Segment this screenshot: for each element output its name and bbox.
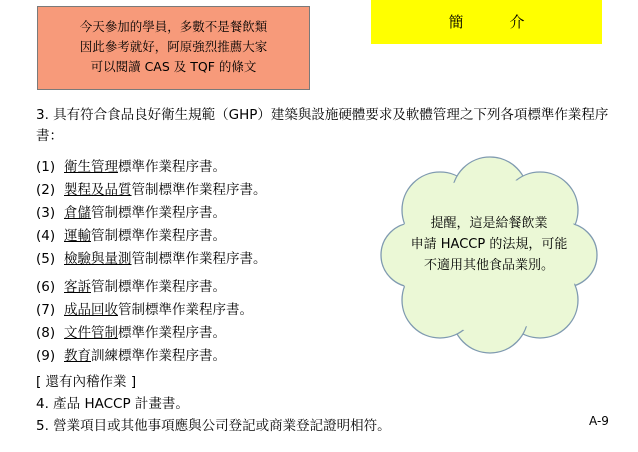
cloud-line-1: 提醒，這是給餐飲業 [430,216,548,231]
item-number: (3) [36,205,56,221]
item-5: 5. 營業項目或其他事項應與公司登記或商業登記證明相符。 [36,418,391,434]
list-item [36,298,253,318]
note-line-3: 可以閱讀 CAS 及 TQF 的條文 [90,59,257,74]
page-number: A-9 [589,414,609,428]
item-keyword: 運輸 [64,228,91,244]
cloud-line-2: 申請 HACCP 的法規，可能 [410,237,568,252]
intro-paragraph: 3. 具有符合食品良好衛生規範（GHP）建築與設施硬體要求及軟體管理之下列各項標準作業程序書： [36,107,609,144]
list-item [36,224,226,244]
note-line-1: 今天參加的學員，多數不是餐飲類 [79,19,268,34]
list-item [36,275,226,295]
item-number: (7) [36,302,56,318]
item-keyword: 文件管制 [64,325,118,341]
item-text: 標準作業程序書。 [118,159,226,175]
item-text: 管制標準作業程序書。 [131,251,267,267]
item-text: 管制標準作業程序書。 [91,205,226,221]
item-number: (9) [36,348,56,364]
item-keyword: 教育 [64,348,91,364]
item-text: 管制標準作業程序書。 [118,302,253,318]
item-text: 標準作業程序書。 [118,325,226,341]
item-number: (4) [36,228,56,244]
item-keyword: 客訴 [64,279,91,295]
item-4: 4. 產品 HACCP 計畫書。 [36,396,189,412]
list-item [36,178,267,198]
list-item [36,155,226,175]
item-text: 管制標準作業程序書。 [131,182,267,198]
item-number: (8) [36,325,56,341]
item-number: (1) [36,159,56,175]
cloud-text [383,213,595,276]
title-box [371,0,602,44]
item-number: (5) [36,251,56,267]
list-item [36,201,226,221]
item-keyword: 倉儲 [64,205,91,221]
item-text: 訓練標準作業程序書。 [91,348,226,364]
note-line-2: 因此參考就好，阿原強烈推薦大家 [79,39,268,54]
item-text: 管制標準作業程序書。 [91,228,226,244]
item-keyword: 成品回收 [64,302,118,318]
item-keyword: 檢驗與量測 [64,251,132,267]
item-text: 管制標準作業程序書。 [91,279,226,295]
note-box [37,6,310,90]
list-item [36,321,226,341]
list-item [36,344,226,364]
title-char-2: 介 [509,13,525,31]
list-item [36,247,267,267]
title-char-1: 簡 [448,13,464,31]
item-number: (6) [36,279,56,295]
item-number: (2) [36,182,56,198]
internal-audit-note: [ 還有內稽作業 ] [36,374,137,390]
item-keyword: 衛生管理 [64,159,118,175]
item-keyword: 製程及品質 [64,182,132,198]
cloud-line-3: 不適用其他食品業別。 [423,258,554,273]
